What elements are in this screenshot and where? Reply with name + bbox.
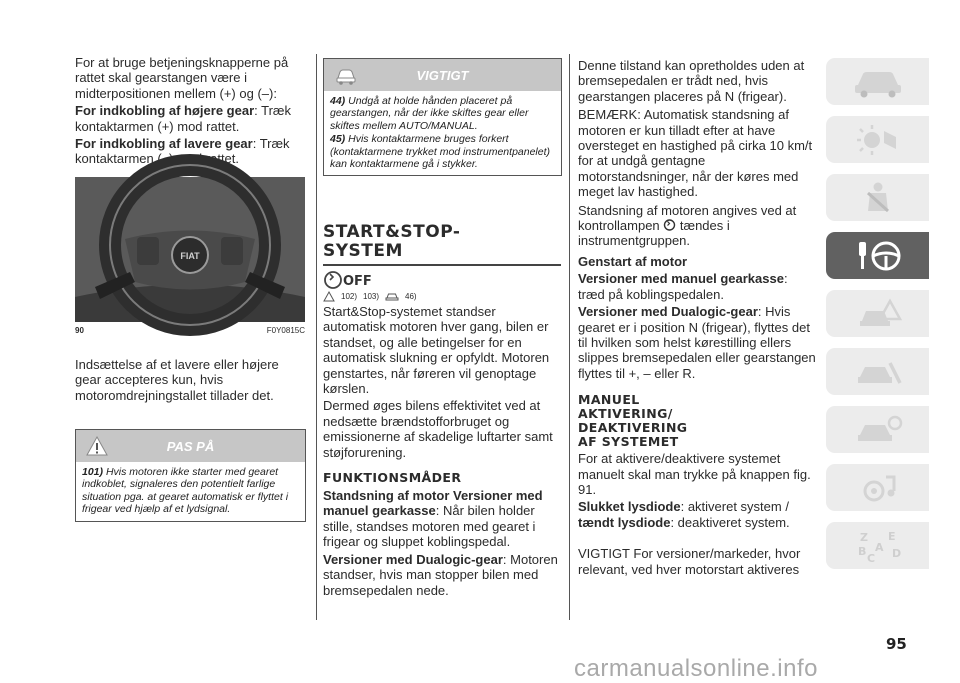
svg-text:OFF: OFF	[343, 274, 372, 289]
warning-box-header	[76, 430, 305, 462]
intro-paragraph: For at bruge betjeningsknapperne på rattet skal gearstangen være i midterpositionen mellem (+) og (–):	[75, 55, 289, 101]
restart-dualogic-paragraph	[578, 304, 816, 381]
watermark: carmanualsonline.info	[574, 655, 818, 682]
important-box-header	[324, 59, 561, 91]
restart-manual-text: : træd på koblingspedalen.	[578, 271, 788, 302]
engine-stop-manual-paragraph	[323, 488, 561, 550]
reference-102: 102)	[341, 292, 358, 301]
steering-wheel-photo	[75, 177, 305, 322]
restart-dualogic-label: Versioner med Dualogic-gear	[578, 304, 758, 320]
important-ref-44: 44)	[330, 95, 346, 107]
tab-multimedia[interactable]	[826, 464, 929, 511]
tab-vehicle-info[interactable]	[826, 58, 929, 105]
svg-text:A: A	[874, 540, 884, 554]
upshift-paragraph	[75, 103, 305, 134]
figure-code: F0Y0815C	[266, 326, 305, 335]
svg-text:FIAT: FIAT	[180, 251, 200, 261]
upshift-text: : Træk kontaktarmen (+) mod rattet.	[75, 103, 291, 134]
reference-103: 103)	[363, 292, 380, 301]
start-stop-paragraph-2: Dermed øges bilens effektivitet ved at nedsætte brændstofforbruget og emissionerne af skadelige luftarter samt støjforurening.	[323, 398, 553, 460]
led-on-label: tændt lysdiode	[578, 514, 671, 530]
reference-46: 46)	[405, 292, 417, 301]
figure-caption	[75, 326, 305, 335]
car-info-icon	[850, 65, 906, 99]
svg-text:E: E	[887, 529, 896, 543]
tab-emergency[interactable]	[826, 290, 929, 337]
important-text-44: Undgå at holde hånden placeret på gearstangen, når der ikke skiftes gear eller skiftes mellem AUTO/MANUAL.	[330, 95, 529, 132]
start-stop-heading-line1: START&STOP-	[323, 222, 461, 242]
indicator-text-b: tændes i instrumentgruppen.	[578, 218, 730, 249]
column-divider-1	[316, 54, 317, 620]
svg-text:Z: Z	[859, 530, 868, 544]
seatbelt-safety-icon	[850, 181, 906, 215]
operating-modes-heading: FUNKTIONSMÅDER	[323, 470, 462, 486]
start-stop-symbol-icon	[323, 270, 372, 290]
maintenance-wrench-icon	[850, 355, 906, 389]
led-off-label: Slukket lysdiode	[578, 499, 681, 515]
car-warning-icon	[334, 64, 358, 86]
manual-activation-heading	[578, 393, 816, 449]
important-ref-45: 45)	[330, 133, 346, 146]
multimedia-icon	[850, 471, 906, 505]
led-on-text: : deaktiveret system.	[670, 514, 790, 530]
engine-stop-manual-label: Standsning af motor Versioner med manuel gearkasse	[323, 488, 543, 519]
engine-stop-dualogic-paragraph	[323, 552, 561, 598]
upshift-label: For indkobling af højere gear	[75, 103, 255, 119]
important-item-45	[330, 133, 555, 170]
index-abc-icon	[850, 529, 906, 563]
svg-text:D: D	[891, 546, 901, 560]
important-body	[324, 91, 561, 175]
svg-text:B: B	[857, 544, 866, 558]
indicator-text-a: Standsning af motoren angives ved at kontrollampen	[578, 202, 797, 234]
neutral-paragraph: Denne tilstand kan opretholdes uden at bremsepedalen er trådt ned, hvis gearstangen placeres på N (frigear).	[578, 58, 805, 104]
start-stop-indicator-icon	[663, 219, 676, 231]
dashboard-lights-icon	[850, 123, 906, 157]
led-status-paragraph	[578, 499, 816, 530]
restart-heading: Genstart af motor	[578, 253, 688, 269]
important-item-44	[330, 95, 555, 132]
start-stop-section	[323, 224, 561, 598]
manual-activation-paragraph: For at aktivere/deaktivere systemet manuelt skal man trykke på knappen fig. 91.	[578, 451, 811, 497]
manual-activation-heading-line1: MANUEL	[578, 392, 640, 408]
warning-triangle-icon	[850, 297, 906, 331]
warning-triangle-small-icon	[323, 291, 335, 302]
restart-manual-label: Versioner med manuel gearkasse	[578, 271, 784, 287]
important-note-paragraph: VIGTIGT For versioner/markeder, hvor relevant, ved hver motorstart aktiveres	[578, 546, 801, 577]
important-title: VIGTIGT	[416, 67, 469, 83]
engine-stop-dualogic-label: Versioner med Dualogic-gear	[323, 551, 503, 567]
restart-dualogic-text: : Hvis gearet er i position N (frigear), flyttes det til hvilken som helst kørestilling ellers slippes bremsepedalen eller gearstangen flyttes til +, – eller R.	[578, 304, 816, 381]
warning-body	[76, 462, 305, 521]
technical-data-icon	[850, 413, 906, 447]
important-text-45: Hvis kontaktarmene bruges forkert (kontaktarmene trykket mod instrumentpanelet) kan kontaktarmene gå i stykker.	[330, 133, 551, 171]
tab-index[interactable]	[826, 522, 929, 569]
page-number: 95	[886, 635, 907, 653]
svg-text:C: C	[866, 551, 875, 565]
gear-acceptance-paragraph: Indsættelse af et lavere eller højere gear accepteres kun, hvis motoromdrejningstallet tillader det.	[75, 357, 279, 403]
steering-wheel-illustration	[75, 177, 305, 322]
warning-title: PAS PÅ	[166, 438, 215, 454]
tab-starting-driving[interactable]	[826, 232, 929, 279]
start-stop-heading-line2: SYSTEM	[323, 243, 561, 266]
gear-acceptance-block	[75, 357, 305, 403]
note-paragraph: BEMÆRK: Automatisk standsning af motoren er kun tilladt efter at have oversteget en hastighed på cirka 10 km/t for at undgå gentagne motorstandsninger, når der køres med meget lav hastighed.	[578, 107, 813, 200]
car-small-icon	[385, 291, 399, 302]
led-off-text: : aktiveret system /	[680, 499, 789, 515]
indicator-paragraph	[578, 203, 816, 249]
engine-stop-dualogic-text: : Motoren standser, hvis man stopper bilen med bremsepedalen nede.	[323, 551, 558, 598]
key-steering-wheel-icon	[850, 239, 906, 273]
downshift-label: For indkobling af lavere gear	[75, 136, 253, 152]
tab-maintenance[interactable]	[826, 348, 929, 395]
manual-activation-heading-line3: DEAKTIVERING	[578, 420, 688, 436]
downshift-text: : Træk kontaktarmen (–) mod rattet.	[75, 136, 290, 167]
manual-activation-heading-line2: AKTIVERING/	[578, 406, 673, 422]
restart-manual-paragraph	[578, 271, 816, 302]
start-stop-paragraph-1: Start&Stop-systemet standser automatisk motoren hver gang, bilen er standset, og alle betingelser for en automatisk slukning er opfyldt. Motoren genstartes, når føreren vil genoptage kørslen.	[323, 304, 550, 397]
caution-hand-icon	[86, 435, 108, 457]
tab-technical-data[interactable]	[826, 406, 929, 453]
tab-dashboard-lights[interactable]	[826, 116, 929, 163]
engine-stop-manual-text: : Når bilen holder stille, standses motoren med gearet i frigear og sluppet koblingspedal.	[323, 503, 536, 550]
start-stop-symbol-row	[323, 270, 561, 290]
important-box	[323, 58, 562, 176]
warning-box	[75, 429, 306, 522]
warning-ref-number: 101)	[82, 466, 104, 478]
chapter-tabs	[826, 58, 929, 580]
tab-safety[interactable]	[826, 174, 929, 221]
reference-row	[323, 291, 561, 302]
figure-number: 90	[75, 326, 84, 335]
warning-text: Hvis motoren ikke starter med gearet indkoblet, signaleres den potentielt farlige situation pga. at gearet automatisk er flyttet i frigear ved hjælp af et lydsignal.	[82, 466, 289, 516]
column-divider-2	[569, 54, 570, 620]
manual-activation-heading-line4: AF SYSTEMET	[578, 434, 679, 450]
